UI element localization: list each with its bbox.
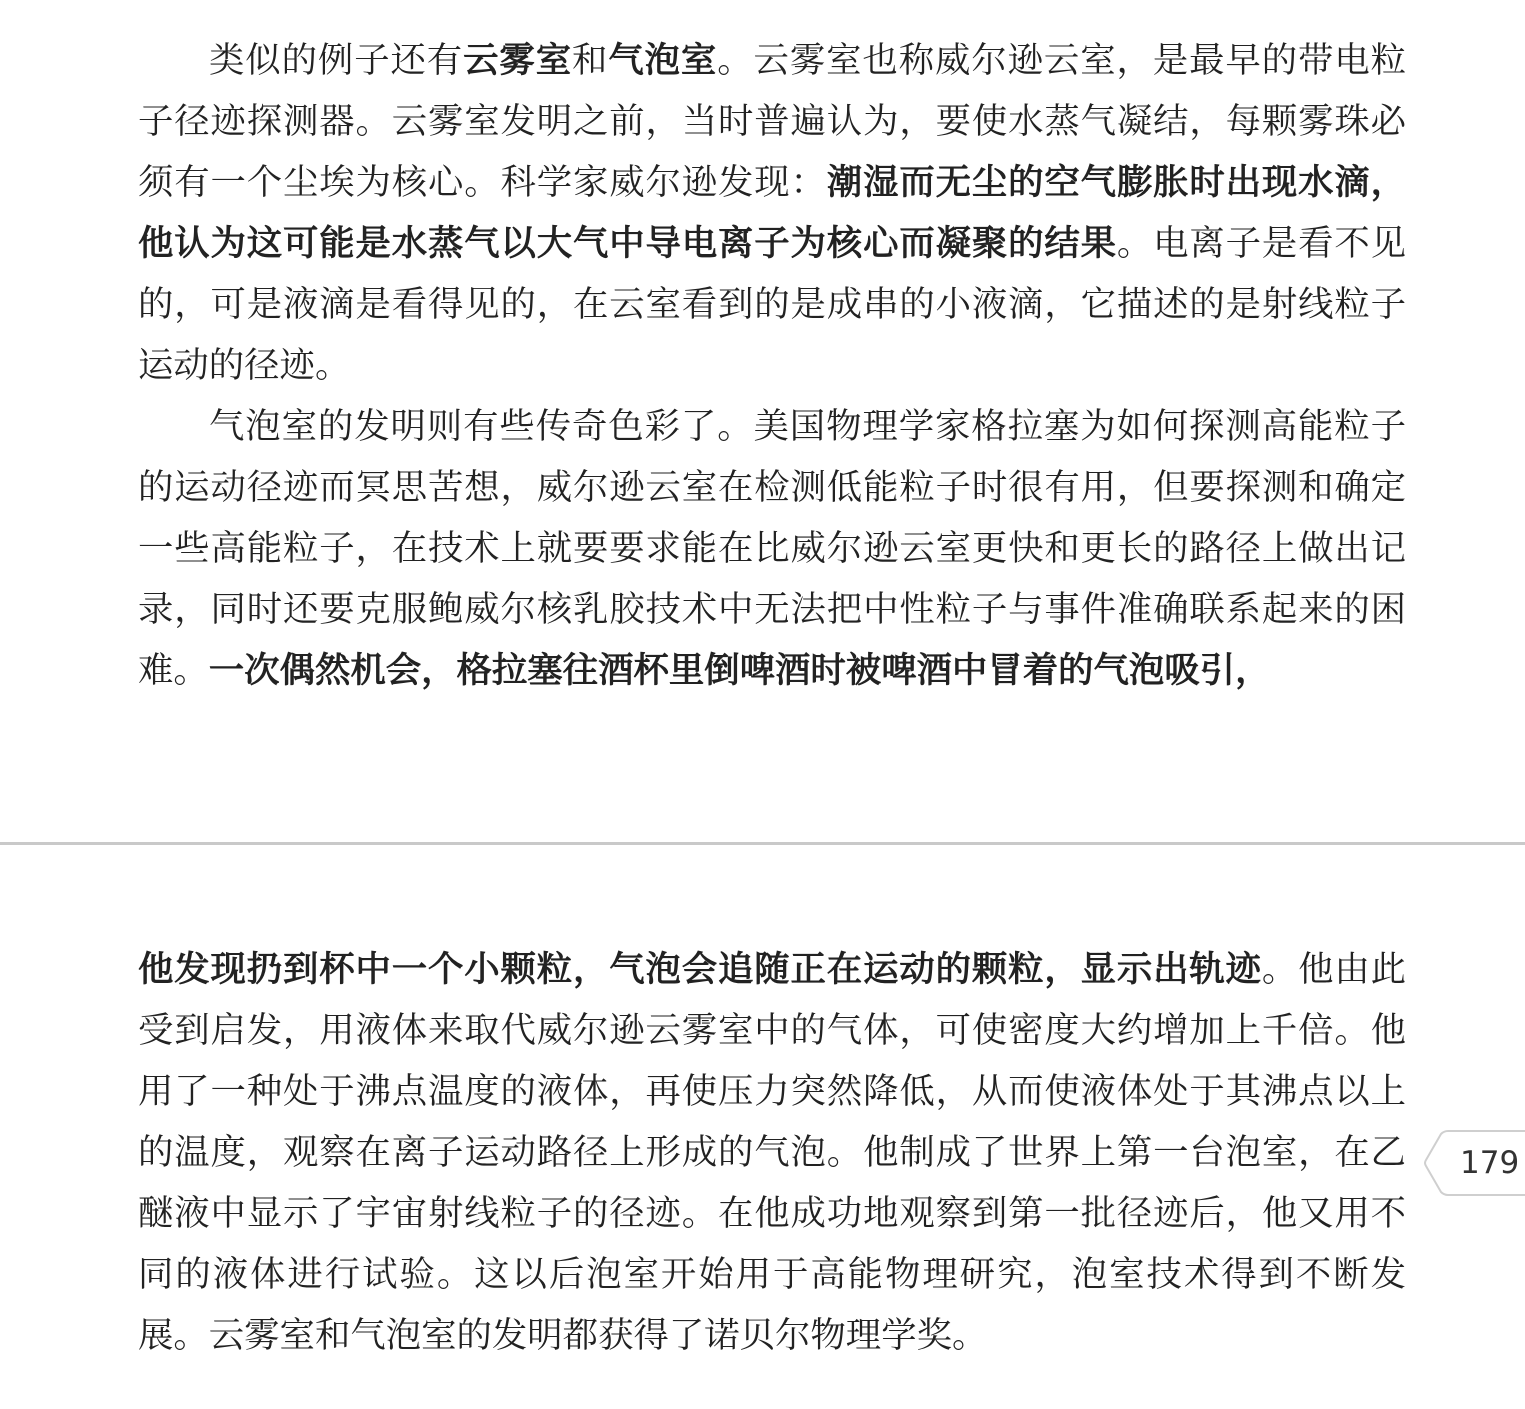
bold-segment: 云雾室 bbox=[463, 40, 573, 81]
paragraph-continuation bbox=[138, 939, 1406, 1366]
page-divider bbox=[0, 842, 1525, 845]
bold-segment: 气泡室 bbox=[608, 40, 718, 81]
page-bottom bbox=[138, 939, 1406, 1366]
bold-segment: 一次偶然机会，格拉塞往酒杯里倒啤酒时被啤酒中冒着的气泡吸引， bbox=[208, 650, 1271, 691]
bold-segment: 潮湿而无尘的空气膨胀时出现水滴，他认为这可能是水蒸气以大气中导电离子为核心而凝聚的结果 bbox=[138, 162, 1407, 264]
bold-segment: 他发现扔到杯中一个小颗粒，气泡会追随正在运动的颗粒，显示出轨迹 bbox=[138, 949, 1262, 990]
text-segment: 。电离子是看不见的，可是液滴是看得见的，在云室看到的是成串的小液滴，它描述的是射线粒子运动的径迹。 bbox=[138, 223, 1407, 386]
paragraph-cloud-chamber bbox=[138, 30, 1406, 396]
text-segment: 和 bbox=[572, 40, 609, 81]
text-segment: 。云雾室也称威尔逊云室，是最早的带电粒子径迹探测器。云雾室发明之前，当时普遍认为，要使水蒸气凝结，每颗雾珠必须有一个尘埃为核心。科学家威尔逊发现： bbox=[138, 40, 1407, 203]
page-number: 179 bbox=[1460, 1145, 1520, 1181]
text-segment: 。他由此受到启发，用液体来取代威尔逊云雾室中的气体，可使密度大约增加上千倍。他用了一种处于沸点温度的液体，再使压力突然降低，从而使液体处于其沸点以上的温度，观察在离子运动路径上形成的气泡。他制成了世界上第一台泡室，在乙醚液中显示了宇宙射线粒子的径迹。在他成功地观察到第一批径迹后，他又用不同的液体进行试验。这以后泡室开始用于高能物理研究，泡室技术得到不断发展。云雾室和气泡室的发明都获得了诺贝尔物理学奖。 bbox=[138, 949, 1407, 1356]
paragraph-bubble-chamber bbox=[138, 396, 1406, 701]
page-number-tab[interactable] bbox=[1424, 1130, 1525, 1196]
page-top bbox=[138, 30, 1406, 701]
text-segment: 类似的例子还有 bbox=[209, 40, 464, 81]
text-segment: 气泡室的发明则有些传奇色彩了。美国物理学家格拉塞为如何探测高能粒子的运动径迹而冥思苦想，威尔逊云室在检测低能粒子时很有用，但要探测和确定一些高能粒子，在技术上就要要求能在比威尔逊云室更快和更长的路径上做出记录，同时还要克服鲍威尔核乳胶技术中无法把中性粒子与事件准确联系起来的困难。 bbox=[138, 406, 1406, 691]
